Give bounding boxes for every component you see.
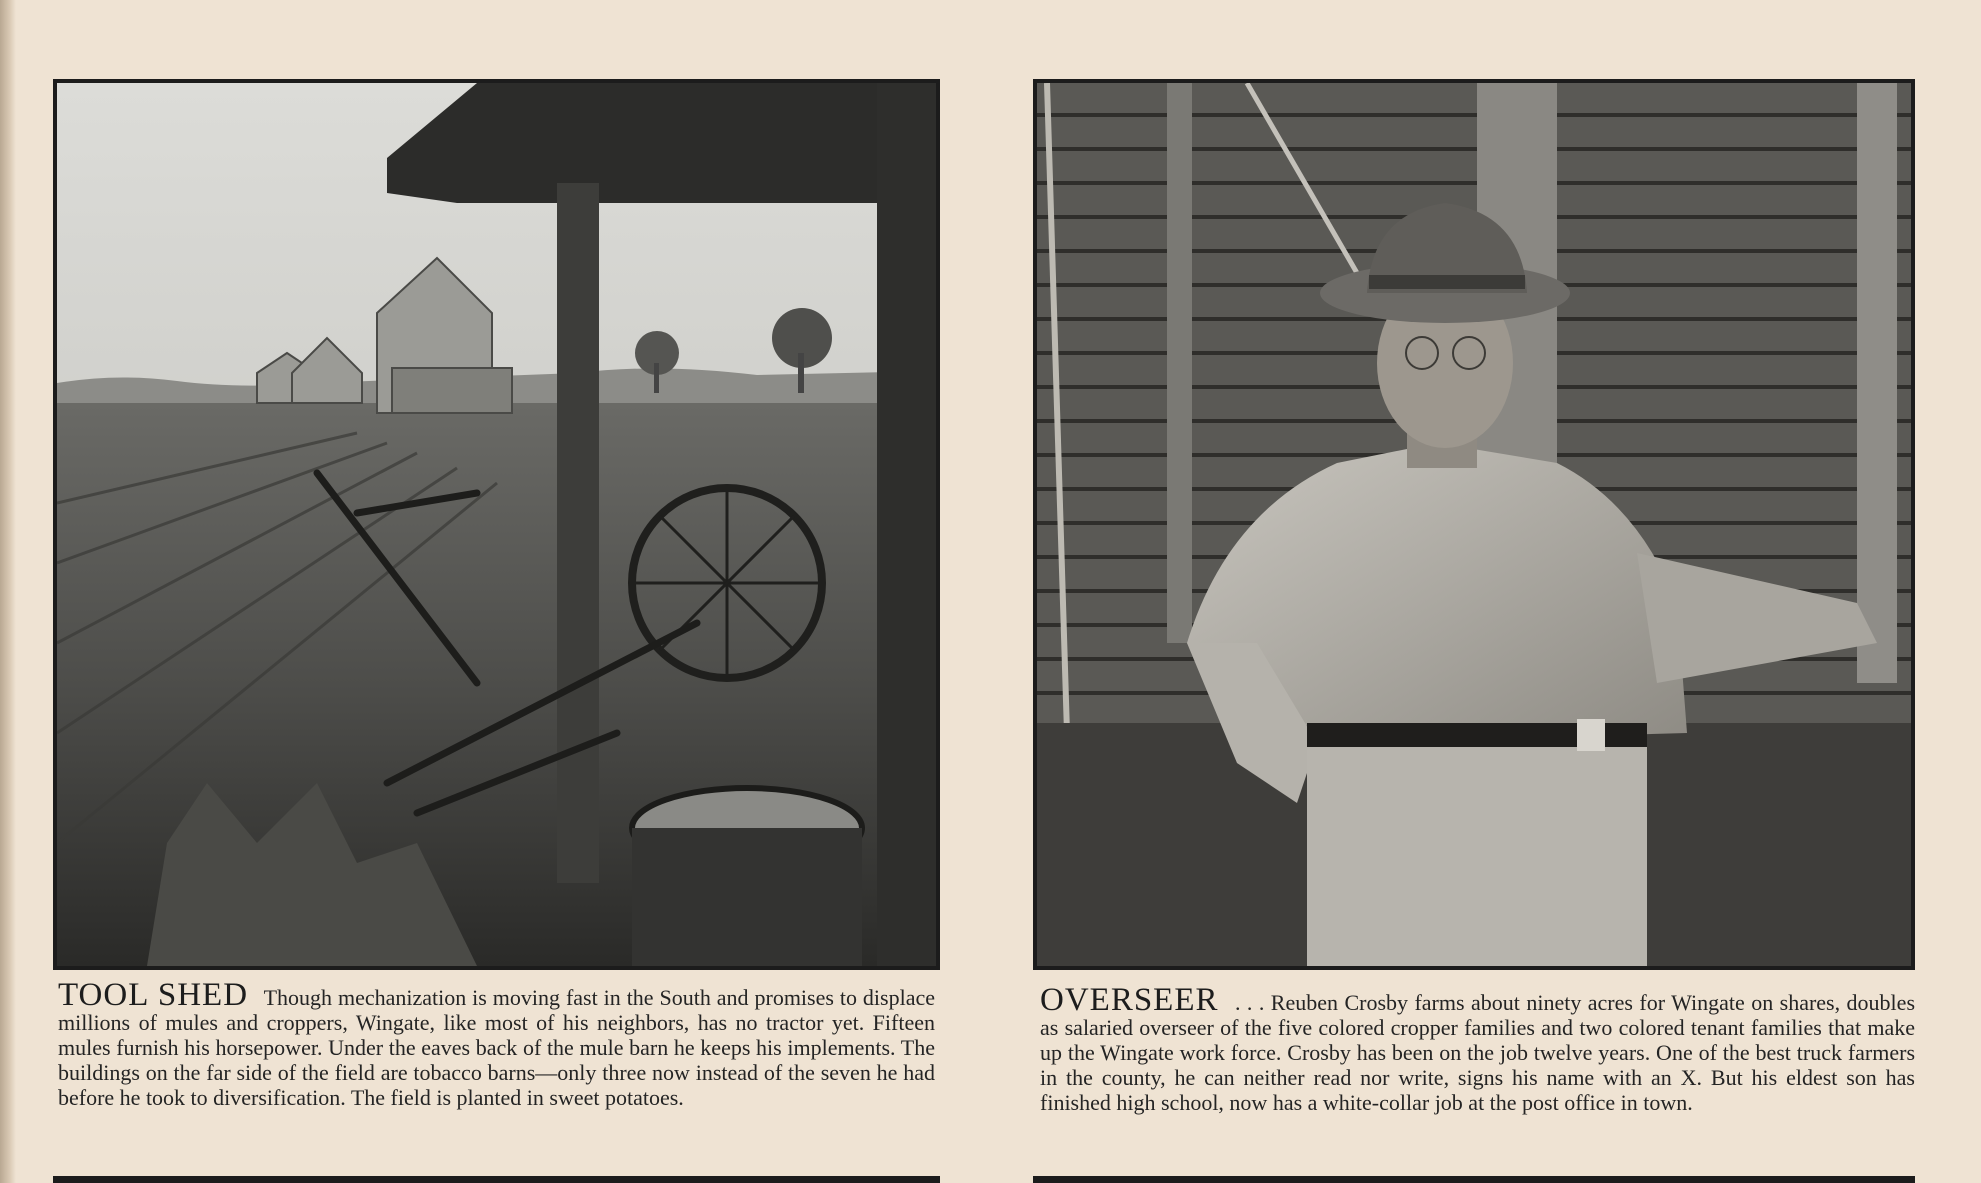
overseer-caption — [1040, 982, 1915, 1115]
overseer-portrait-photo — [1033, 79, 1915, 970]
page-binding-edge — [0, 0, 16, 1183]
overseer-body-text: . . . Reuben Crosby farms about ninety acres for Wingate on shares, doubles as salaried overseer of the five colored cropper families and two colored tenant families that make up the Wingate work force. Crosby has been on the job twelve years. One of the best truck farmers in the county, he can neither read nor write, signs his name with an X. But his eldest son has finished high school, now has a white-collar job at the post office in town. — [1040, 990, 1915, 1115]
next-photo-top-border-right — [1033, 1176, 1915, 1183]
overseer-headline: OVERSEER — [1040, 982, 1219, 1018]
tool-shed-image — [57, 83, 936, 966]
overseer-image — [1037, 83, 1911, 966]
tool-shed-body-text: Though mechanization is moving fast in the South and promises to displace millions of mules and croppers, Wingate, like most of his neighbors, has no tractor yet. Fifteen mules furnish his horsepower. Under the eaves back of the mule barn he keeps his implements. The buildings on the far side of the field are tobacco barns—only three now instead of the seven he had before he took to diversification. The field is planted in sweet potatoes. — [58, 985, 935, 1110]
next-photo-top-border-left — [53, 1176, 940, 1183]
tool-shed-caption — [58, 977, 935, 1110]
tool-shed-headline: TOOL SHED — [58, 977, 249, 1013]
tool-shed-photo — [53, 79, 940, 970]
